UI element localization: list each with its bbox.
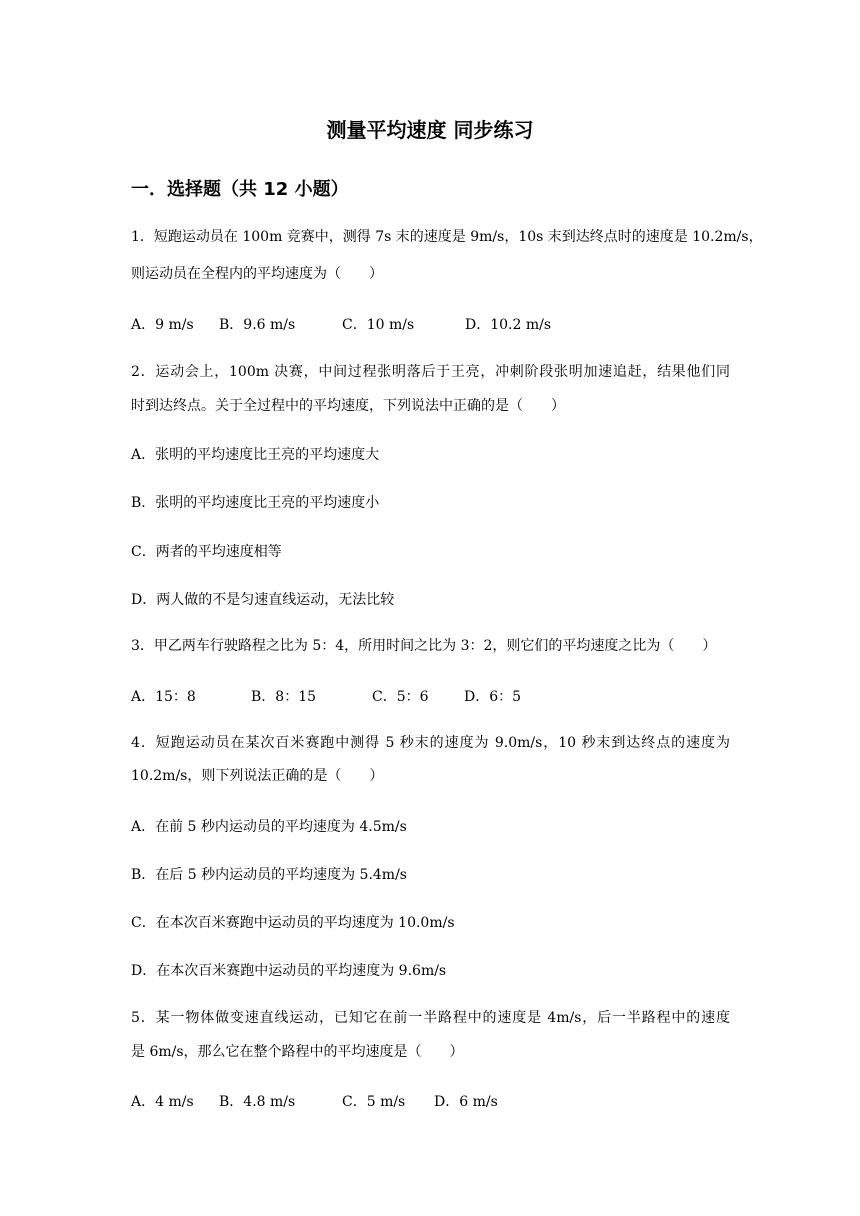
question-4-line-2: 10.2m/s，则下列说法正确的是（ ） (131, 768, 384, 784)
question-4-line-1: 4．短跑运动员在某次百米赛跑中测得 5 秒末的速度为 9.0m/s，10 秒末到达终点的速度为 (131, 735, 730, 751)
question-4-option-c: C．在本次百米赛跑中运动员的平均速度为 10.0m/s (131, 915, 455, 931)
question-3-line-1: 3．甲乙两车行驶路程之比为 5：4，所用时间之比为 3：2，则它们的平均速度之比为（ ） (131, 638, 717, 654)
question-2-option-c: C．两者的平均速度相等 (131, 544, 282, 560)
question-1-line-2: 则运动员在全程内的平均速度为（ ） (131, 266, 383, 282)
question-2-line-1: 2．运动会上，100m 决赛，中间过程张明落后于王亮，冲刺阶段张明加速追赶，结果他们同 (131, 364, 730, 380)
question-2-option-d: D．两人做的不是匀速直线运动，无法比较 (131, 592, 395, 608)
question-5-option-a: A．4 m/s (131, 1094, 194, 1110)
question-2-line-2: 时到达终点。关于全过程中的平均速度，下列说法中正确的是（ ） (131, 398, 565, 414)
question-2-option-b: B．张明的平均速度比王亮的平均速度小 (131, 495, 380, 511)
question-2-option-a: A．张明的平均速度比王亮的平均速度大 (131, 447, 380, 463)
question-1-option-c: C．10 m/s (342, 317, 415, 333)
question-5-line-2: 是 6m/s，那么它在整个路程中的平均速度是（ ） (131, 1044, 464, 1060)
question-4-option-b: B．在后 5 秒内运动员的平均速度为 5.4m/s (131, 867, 407, 883)
question-3-option-c: C．5：6 (372, 689, 429, 705)
section-heading: 一．选择题（共 12 小题） (131, 179, 349, 200)
page-title: 测量平均速度 同步练习 (326, 118, 534, 142)
question-1-option-a: A．9 m/s (131, 317, 194, 333)
question-1-option-b: B．9.6 m/s (219, 317, 296, 333)
question-3-option-b: B．8：15 (251, 689, 317, 705)
question-5-option-c: C．5 m/s (342, 1094, 406, 1110)
question-3-option-a: A．15：8 (131, 689, 196, 705)
question-5-line-1: 5．某一物体做变速直线运动，已知它在前一半路程中的速度是 4m/s，后一半路程中的速度 (131, 1010, 730, 1026)
question-1-line-1: 1．短跑运动员在 100m 竞赛中，测得 7s 末的速度是 9m/s，10s 末到达终点时的速度是 10.2m/s， (131, 229, 763, 245)
question-1-option-d: D．10.2 m/s (465, 317, 552, 333)
question-5-option-d: D．6 m/s (434, 1094, 498, 1110)
question-3-option-d: D．6：5 (464, 689, 522, 705)
question-4-option-d: D．在本次百米赛跑中运动员的平均速度为 9.6m/s (131, 963, 447, 979)
question-5-option-b: B．4.8 m/s (219, 1094, 296, 1110)
question-4-option-a: A．在前 5 秒内运动员的平均速度为 4.5m/s (131, 819, 407, 835)
